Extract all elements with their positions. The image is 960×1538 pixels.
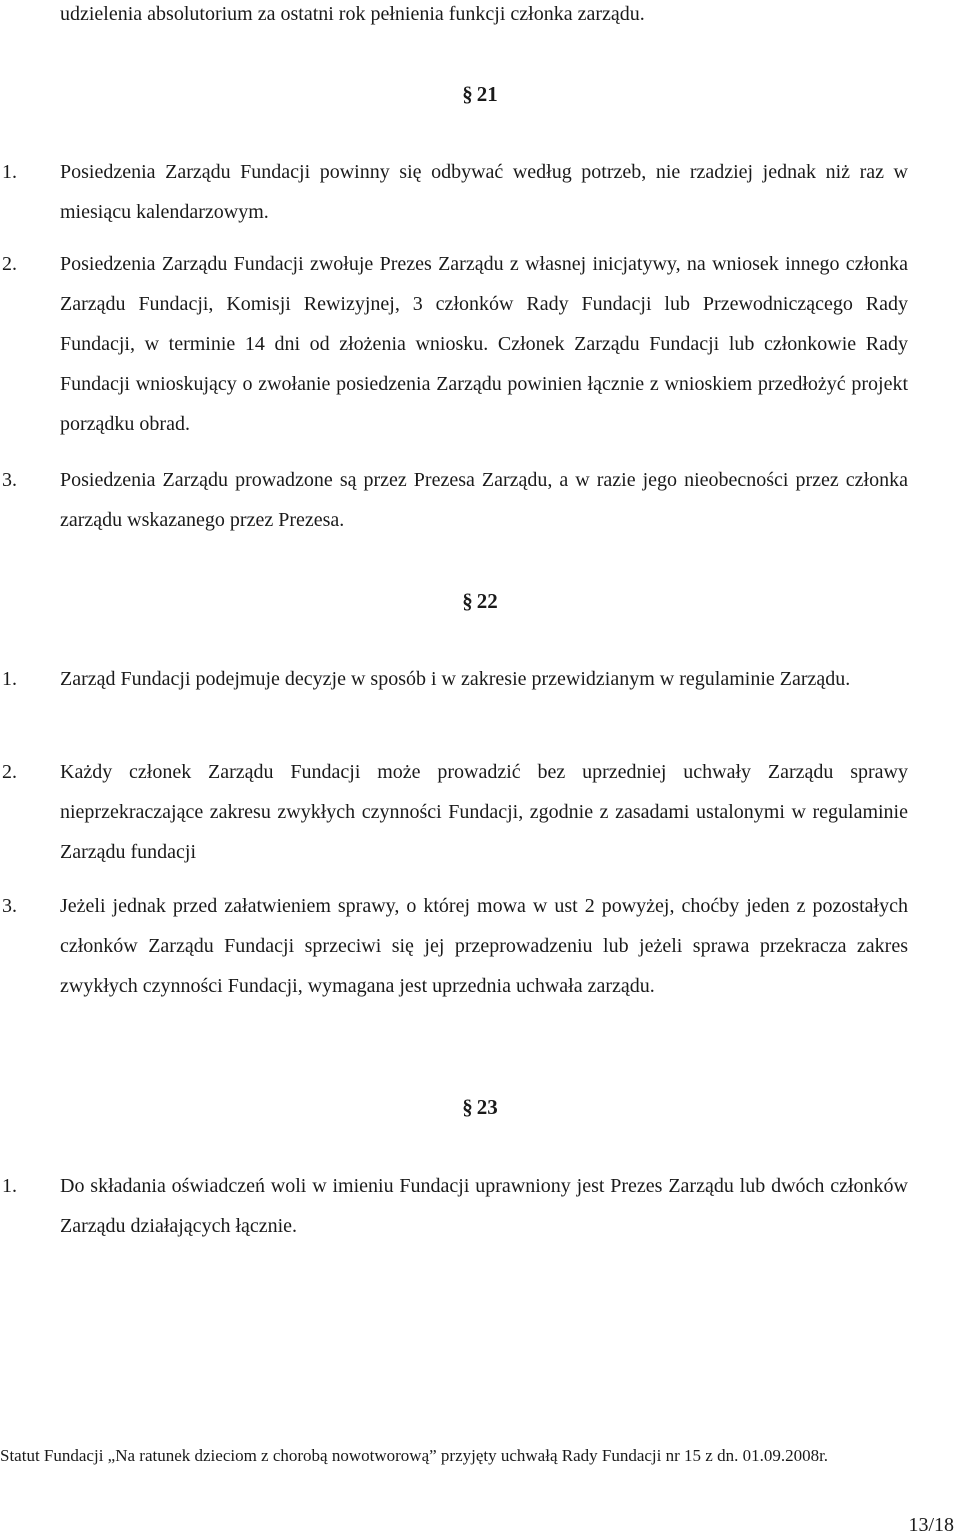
- item-number: 3.: [2, 469, 17, 491]
- section-heading-21: [0, 81, 960, 107]
- item-text: Każdy członek Zarządu Fundacji może prowadzić bez uprzedniej uchwały Zarządu sprawy nieprzekraczające zakresu zwykłych czynności Fundacji, zgodnie z zasadami ustalonymi w regulaminie Zarządu fundacji: [60, 761, 908, 863]
- item-text: Zarząd Fundacji podejmuje decyzje w sposób i w zakresie przewidzianym w regulaminie Zarządu.: [60, 668, 851, 690]
- item-number: 1.: [2, 668, 17, 690]
- item-text: Do składania oświadczeń woli w imieniu Fundacji uprawniony jest Prezes Zarządu lub dwóch członków Zarządu działających łącznie.: [60, 1175, 908, 1237]
- item-number: 1.: [2, 161, 17, 183]
- item-number: 2.: [2, 253, 17, 275]
- section-sign: §: [462, 1095, 473, 1119]
- section-number: 21: [476, 82, 498, 106]
- item-number: 2.: [2, 761, 17, 783]
- item-text: Posiedzenia Zarządu Fundacji powinny się odbywać według potrzeb, nie rzadziej jednak niż raz w miesiącu kalendarzowym.: [60, 161, 908, 223]
- continuation-line: udzielenia absolutorium za ostatni rok pełnienia funkcji członka zarządu.: [60, 3, 645, 25]
- section-heading-23: [0, 1094, 960, 1120]
- section-number: 22: [476, 589, 498, 613]
- item-text: Posiedzenia Zarządu Fundacji zwołuje Prezes Zarządu z własnej inicjatywy, na wniosek innego członka Zarządu Fundacji, Komisji Rewizyjnej, 3 członków Rady Fundacji lub Przewodniczącego Rady Fundacji, w terminie 14 dni od złożenia wniosku. Członek Zarządu Fundacji lub członkowie Rady Fundacji wnioskujący o zwołanie posiedzenia Zarządu powinien łącznie z wnioskiem przedłożyć projekt porządku obrad.: [60, 253, 908, 435]
- item-number: 3.: [2, 895, 17, 917]
- page-footer: Statut Fundacji „Na ratunek dzieciom z chorobą nowotworową” przyjęty uchwałą Rady Fundacji nr 15 z dn. 01.09.2008r.: [0, 1446, 829, 1465]
- item-text: Posiedzenia Zarządu prowadzone są przez Prezesa Zarządu, a w razie jego nieobecności przez członka zarządu wskazanego przez Prezesa.: [60, 469, 908, 531]
- item-text: Jeżeli jednak przed załatwieniem sprawy, o której mowa w ust 2 powyżej, choćby jeden z pozostałych członków Zarządu Fundacji sprzeciwi się jej przeprowadzeniu lub jeżeli sprawa przekracza zakres zwykłych czynności Fundacji, wymagana jest uprzednia uchwała zarządu.: [60, 895, 908, 997]
- section-sign: §: [462, 82, 473, 106]
- item-number: 1.: [2, 1175, 17, 1197]
- section-heading-22: [0, 588, 960, 614]
- section-sign: §: [462, 589, 473, 613]
- section-number: 23: [476, 1095, 498, 1119]
- page-number: 13/18: [908, 1514, 954, 1536]
